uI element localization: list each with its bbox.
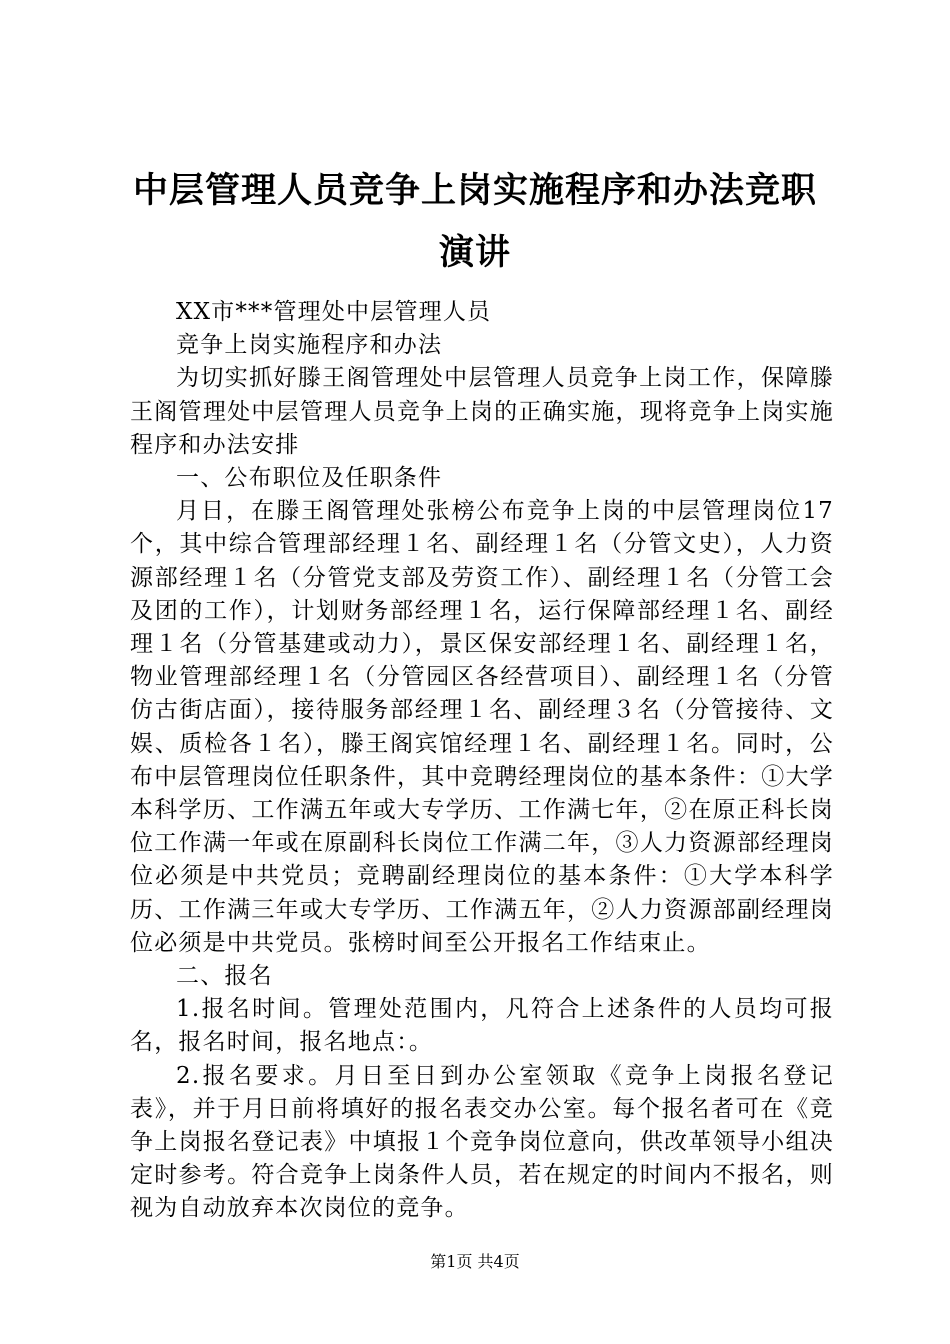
page-footer: 第1页 共4页 <box>430 1252 520 1271</box>
document-body <box>130 296 834 1226</box>
paragraph-subtitle: 竞争上岗实施程序和办法 <box>176 332 443 359</box>
section-heading-1: 一、公布职位及任职条件 <box>176 465 443 492</box>
paragraph-org: XX市***管理处中层管理人员 <box>176 299 492 325</box>
document-title: 中层管理人员竞争上岗实施程序和办法竞职演讲 <box>132 170 817 273</box>
paragraph-registration-requirements: 2.报名要求。月日至日到办公室领取《竞争上岗报名登记表》，并于月日前将填好的报名表交办公室。每个报名者可在《竞争上岗报名登记表》中填报１个竞争岗位意向，供改革领导小组决定时参考。符合竞争上岗条件人员，若在规定的时间内不报名，则视为自动放弃本次岗位的竞争。 <box>130 1062 834 1222</box>
paragraph-intro: 为切实抓好滕王阁管理处中层管理人员竞争上岗工作，保障滕王阁管理处中层管理人员竞争上岗的正确实施，现将竞争上岗实施程序和办法安排 <box>130 365 834 458</box>
section-heading-2: 二、报名 <box>176 963 273 990</box>
paragraph-positions: 月日，在滕王阁管理处张榜公布竞争上岗的中层管理岗位17个，其中综合管理部经理１名、副经理１名（分管文史），人力资源部经理１名（分管党支部及劳资工作）、副经理１名（分管工会及团的工作），计划财务部经理１名，运行保障部经理１名、副经理１名（分管基建或动力），景区保安部经理１名、副经理１名，物业管理部经理１名（分管园区各经营项目）、副经理１名（分管仿古街店面），接待服务部经理１名、副经理３名（分管接待、文娱、质检各１名），滕王阁宾馆经理１名、副经理１名。同时，公布中层管理岗位任职条件，其中竞聘经理岗位的基本条件：①大学本科学历、工作满五年或大专学历、工作满七年，②在原正科长岗位工作满一年或在原副科长岗位工作满二年，③人力资源部经理岗位必须是中共党员；竞聘副经理岗位的基本条件：①大学本科学历、工作满三年或大专学历、工作满五年，②人力资源部副经理岗位必须是中共党员。张榜时间至公开报名工作结束止。 <box>130 498 834 956</box>
paragraph-registration-time: 1.报名时间。管理处范围内，凡符合上述条件的人员均可报名，报名时间，报名地点：。 <box>130 996 834 1056</box>
